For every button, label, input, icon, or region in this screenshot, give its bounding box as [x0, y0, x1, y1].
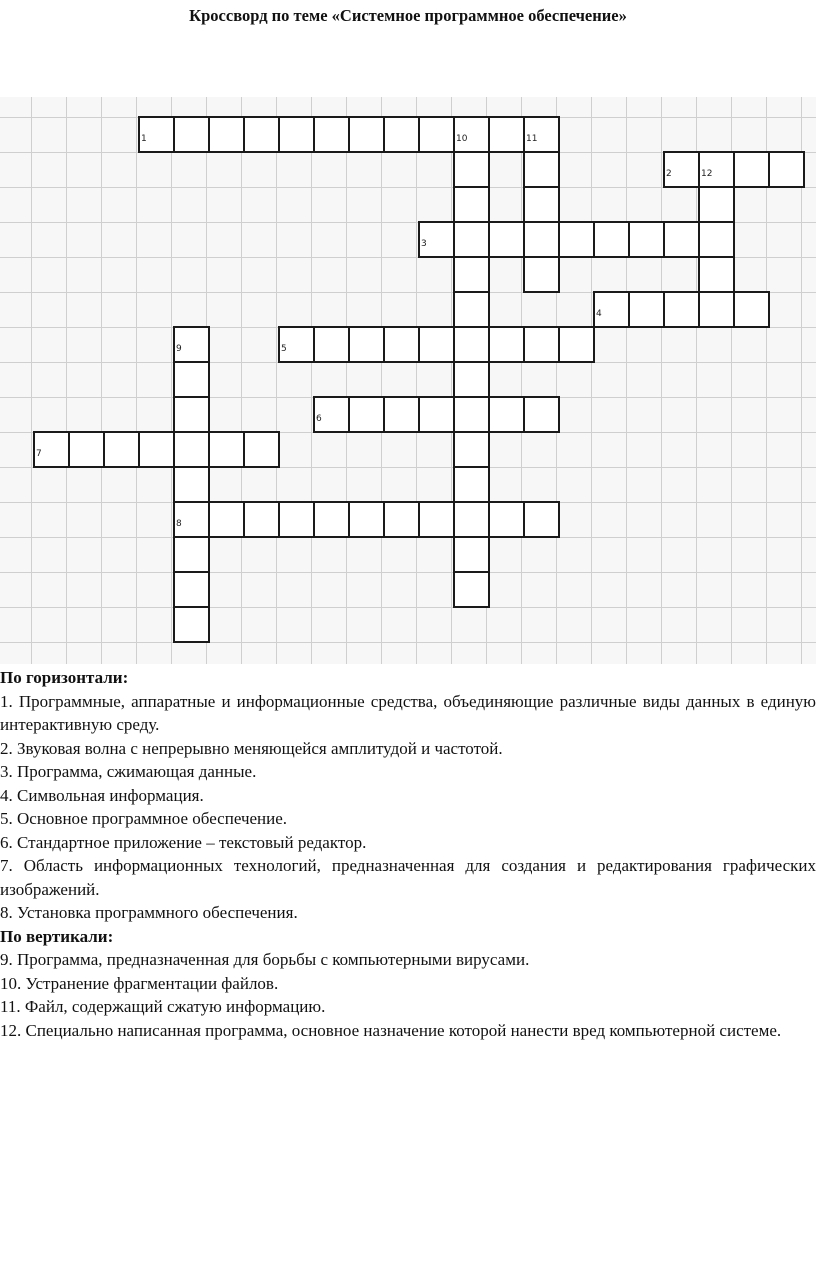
crossword-cell	[314, 327, 349, 362]
crossword-cell	[174, 117, 209, 152]
across-clue-8: 8. Установка программного обеспечения.	[0, 903, 298, 922]
down-clue-12: 12. Специально написанная программа, основное назначение которой нанести вред компьютерной системе.	[0, 1020, 782, 1040]
crossword-cell	[454, 152, 489, 187]
crossword-cell	[489, 117, 524, 152]
down-clue-9: 9. Программа, предназначенная для борьбы с компьютерными вирусами.	[0, 950, 530, 969]
crossword-cell	[244, 432, 279, 467]
crossword-cell	[174, 397, 209, 432]
crossword-cell	[384, 397, 419, 432]
crossword-number-9: 9	[176, 344, 182, 354]
crossword-cell	[454, 362, 489, 397]
page-title: Кроссворд по теме «Системное программное обеспечение»	[189, 6, 627, 25]
crossword-svg	[0, 97, 816, 664]
crossword-number-7: 7	[36, 449, 42, 459]
crossword-cell	[209, 117, 244, 152]
crossword-cell	[349, 327, 384, 362]
crossword-cell	[699, 187, 734, 222]
crossword-cell	[174, 537, 209, 572]
clues-section	[0, 666, 816, 1042]
crossword-number-12: 12	[701, 169, 713, 179]
crossword-number-10: 10	[456, 134, 468, 144]
across-clue-5: 5. Основное программное обеспечение.	[0, 809, 288, 828]
crossword-cell	[419, 397, 454, 432]
crossword-cell	[279, 502, 314, 537]
crossword-cell	[489, 327, 524, 362]
crossword-cell	[174, 467, 209, 502]
crossword-cell	[209, 502, 244, 537]
crossword-cell	[419, 117, 454, 152]
crossword-cell	[419, 327, 454, 362]
down-clue-11: 11. Файл, содержащий сжатую информацию.	[0, 997, 326, 1016]
crossword-cell	[454, 537, 489, 572]
crossword-cell	[349, 117, 384, 152]
crossword-cell	[454, 572, 489, 607]
crossword-cell	[664, 222, 699, 257]
crossword-cell	[664, 292, 699, 327]
crossword-cell	[524, 152, 559, 187]
crossword-cell	[139, 432, 174, 467]
crossword-cell	[629, 222, 664, 257]
crossword-cell	[699, 222, 734, 257]
down-heading: По вертикали:	[0, 926, 114, 946]
crossword-cell	[524, 327, 559, 362]
crossword-number-1: 1	[141, 134, 147, 144]
crossword-number-8: 8	[176, 519, 182, 529]
crossword-cell	[454, 502, 489, 537]
crossword-cell	[384, 502, 419, 537]
crossword-number-2: 2	[666, 169, 672, 179]
across-clue-7: 7. Область информационных технологий, предназначенная для создания и редактирования графических изображений.	[0, 856, 816, 899]
crossword-cell	[454, 257, 489, 292]
down-clue-10: 10. Устранение фрагментации файлов.	[0, 973, 279, 993]
crossword-cell	[454, 397, 489, 432]
crossword-cell	[314, 502, 349, 537]
crossword-cell	[454, 467, 489, 502]
across-heading: По горизонтали:	[0, 668, 129, 687]
crossword-cell	[174, 572, 209, 607]
crossword-cell	[699, 292, 734, 327]
crossword-cell	[524, 502, 559, 537]
crossword-cell	[349, 397, 384, 432]
crossword-number-4: 4	[596, 309, 602, 319]
crossword-cell	[594, 222, 629, 257]
crossword-cell	[489, 222, 524, 257]
crossword-cell	[104, 432, 139, 467]
across-clue-1: 1. Программные, аппаратные и информационные средства, объединяющие различные виды данных в единую интерактивную среду.	[0, 691, 816, 734]
across-clue-3: 3. Программа, сжимающая данные.	[0, 762, 257, 781]
crossword-cell	[524, 397, 559, 432]
across-clue-4: 4. Символьная информация.	[0, 785, 204, 805]
crossword-cell	[244, 502, 279, 537]
crossword-cell	[454, 187, 489, 222]
crossword-cell	[279, 117, 314, 152]
crossword-cell	[524, 222, 559, 257]
crossword-number-11: 11	[526, 134, 538, 144]
crossword-cell	[769, 152, 804, 187]
crossword-cell	[524, 187, 559, 222]
crossword-cell	[489, 397, 524, 432]
crossword-cell	[489, 502, 524, 537]
crossword-cell	[174, 432, 209, 467]
crossword-cell	[174, 362, 209, 397]
across-clue-2: 2. Звуковая волна с непрерывно меняющейся амплитудой и частотой.	[0, 738, 503, 758]
crossword-number-5: 5	[281, 344, 287, 354]
crossword-cell	[629, 292, 664, 327]
crossword-cell	[454, 292, 489, 327]
crossword-cell	[559, 222, 594, 257]
crossword-grid	[0, 97, 816, 664]
crossword-cell	[314, 117, 349, 152]
crossword-cell	[454, 432, 489, 467]
across-clue-6: 6. Стандартное приложение – текстовый редактор.	[0, 832, 367, 852]
crossword-cell	[174, 607, 209, 642]
crossword-cell	[734, 292, 769, 327]
crossword-cell	[524, 257, 559, 292]
crossword-cell	[454, 222, 489, 257]
crossword-cell	[384, 327, 419, 362]
crossword-cell	[559, 327, 594, 362]
crossword-number-6: 6	[316, 414, 322, 424]
crossword-number-3: 3	[421, 239, 427, 249]
crossword-cell	[244, 117, 279, 152]
crossword-cell	[699, 257, 734, 292]
crossword-cell	[454, 327, 489, 362]
crossword-cell	[419, 502, 454, 537]
crossword-cell	[734, 152, 769, 187]
crossword-cell	[209, 432, 244, 467]
crossword-cell	[384, 117, 419, 152]
crossword-cell	[69, 432, 104, 467]
crossword-cell	[349, 502, 384, 537]
